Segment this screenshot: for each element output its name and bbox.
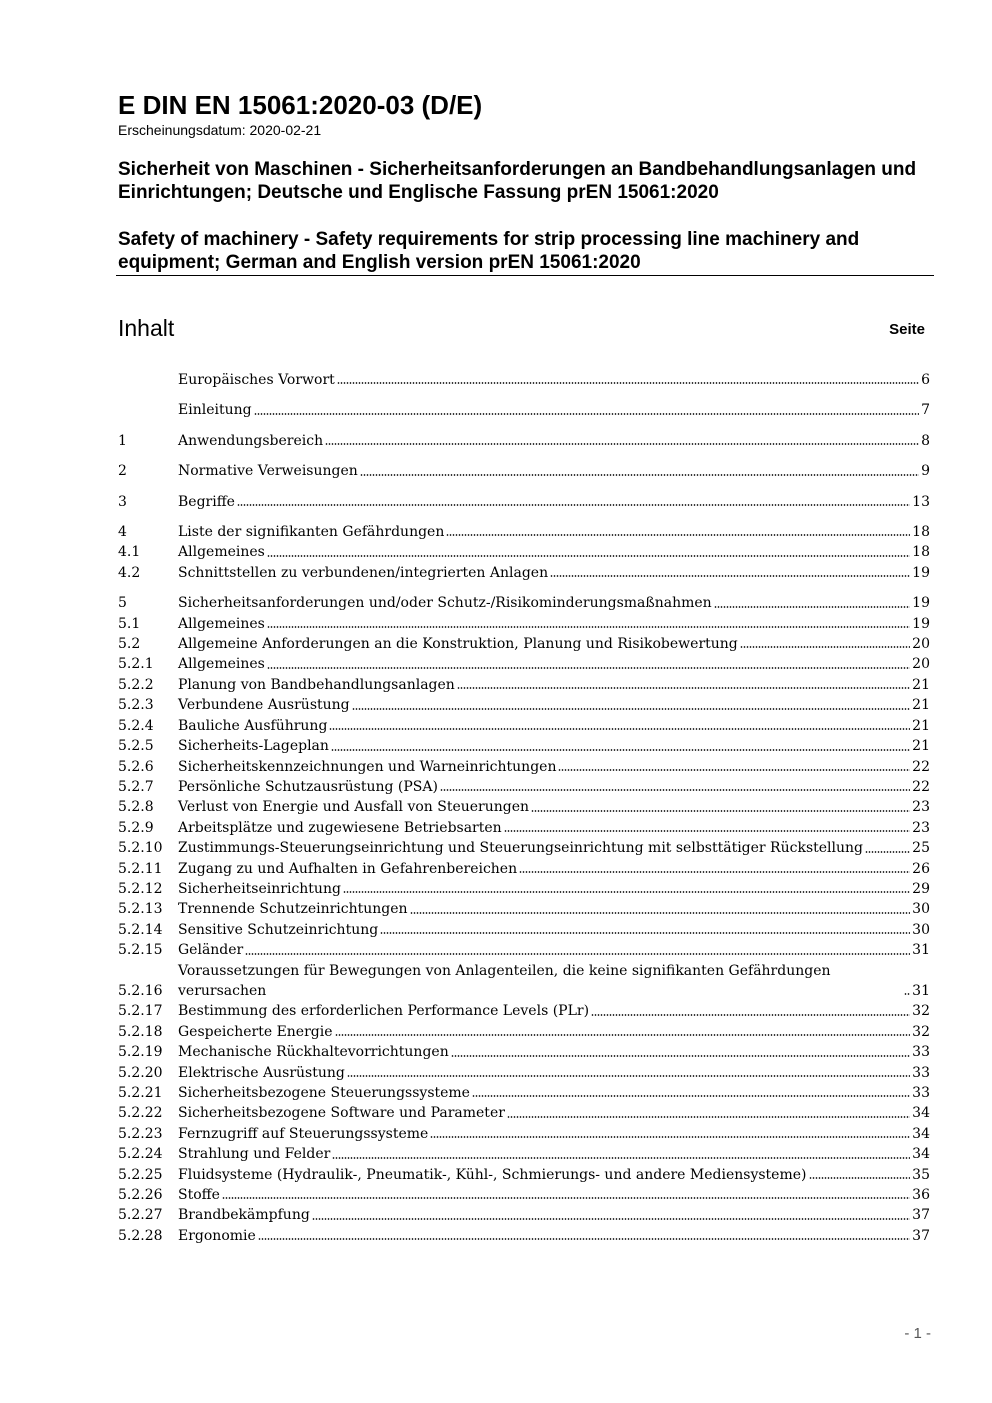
toc-entry-page: 9 [921,463,930,480]
dot-leader [380,931,910,935]
toc-entry-page: 26 [912,860,930,877]
toc-entry-number: 5.2 [118,636,141,653]
dot-leader [258,1237,910,1241]
toc-entry-number: 5.2.25 [118,1166,163,1183]
toc-entry-page: 23 [912,799,930,816]
toc-entry-title: Fluidsysteme (Hydraulik-, Pneumatik-, Kühl-, Schmierungs- und andere Mediensysteme) [178,1166,807,1183]
header-divider [116,275,934,276]
toc-entry-title: Ergonomie [178,1227,256,1244]
toc-entry-number: 5.2.6 [118,758,154,775]
dot-leader [591,1013,910,1017]
toc-entry-page: 34 [912,1125,930,1142]
toc-entry-number: 5.2.18 [118,1023,163,1040]
toc-entry[interactable] [118,654,930,674]
toc-entry-number: 5.2.28 [118,1227,163,1244]
dot-leader [245,952,910,956]
toc-entry-number: 5.2.16 [118,982,163,999]
toc-entry[interactable] [118,400,930,420]
toc-entry[interactable] [118,838,930,858]
toc-entry-page: 32 [912,1003,930,1020]
dot-leader [472,1094,910,1098]
toc-entry-title: Sicherheitsbezogene Software und Parameter [178,1105,505,1122]
toc-entry-number: 5.2.24 [118,1146,163,1163]
dot-leader [332,1156,910,1160]
toc-entry-title: Normative Verweisungen [178,463,358,480]
toc-entry-page: 19 [912,564,930,581]
toc-entry-number: 4.2 [118,564,141,581]
toc-entry-number: 5.2.13 [118,901,163,918]
toc-entry-title: Anwendungsbereich [178,432,324,449]
toc-entry-title: Einleitung [178,402,252,419]
dot-leader [325,442,919,446]
toc-entry[interactable] [118,1226,930,1246]
dot-leader [740,645,910,649]
toc-entry[interactable] [118,736,930,756]
toc-entry[interactable] [118,940,930,960]
toc-entry[interactable] [118,614,930,634]
toc-entry-page: 13 [912,493,930,510]
toc-entry-page: 20 [912,656,930,673]
toc-entry-page: 21 [912,738,930,755]
toc-entry[interactable] [118,1205,930,1225]
toc-entry-number: 5.2.23 [118,1125,163,1142]
toc-entry-page: 32 [912,1023,930,1040]
toc-entry-number: 5.2.2 [118,676,154,693]
toc-entry-title: Mechanische Rückhaltevorrichtungen [178,1044,449,1061]
toc-entry-title: Allgemeines [178,544,265,561]
toc-entry-number: 5.2.15 [118,942,163,959]
toc-entry-title: Geländer [178,942,244,959]
toc-entry-title: Verbundene Ausrüstung [178,697,350,714]
toc-entry-number: 5.2.14 [118,921,163,938]
toc-entry-title: Brandbekämpfung [178,1207,310,1224]
toc-entry-page: 31 [912,942,930,959]
toc-entry-title: Strahlung und Felder [178,1146,331,1163]
dot-leader [237,503,910,507]
dot-leader [430,1135,910,1139]
dot-leader [504,829,910,833]
toc-entry-title: Sicherheitskennzeichnungen und Warneinrichtungen [178,758,557,775]
document-title: E DIN EN 15061:2020-03 (D/E) [118,90,483,120]
toc-entry-number: 5.2.20 [118,1064,163,1081]
toc-entry-title: Schnittstellen zu verbundenen/integrierten Anlagen [178,564,549,581]
toc-entry[interactable] [118,1185,930,1205]
toc-entry[interactable] [118,431,930,451]
toc-entry[interactable] [118,1083,930,1103]
toc-entry[interactable] [118,920,930,940]
toc-entry-number: 2 [118,463,127,480]
toc-entry-number: 5.2.22 [118,1105,163,1122]
toc-entry-title: Zugang zu und Aufhalten in Gefahrenbereichen [178,860,518,877]
toc-entry-number: 5.2.4 [118,717,154,734]
dot-leader [451,1054,910,1058]
dot-leader [329,727,910,731]
toc-entry-number: 5.2.9 [118,819,154,836]
german-title: Sicherheit von Maschinen - Sicherheitsanforderungen an Bandbehandlungsanlagen und Einrichtungen; Deutsche und Englische Fassung prEN 15061:2020 [118,159,917,203]
toc-entry-number: 1 [118,432,127,449]
toc-entry-title: Fernzugriff auf Steuerungssysteme [178,1125,429,1142]
toc-entry-title: Sicherheitsbezogene Steuerungssysteme [178,1085,470,1101]
toc-entry[interactable] [118,777,930,797]
toc-entry[interactable] [118,1042,930,1062]
dot-leader [337,381,919,385]
dot-leader [267,625,910,629]
toc-entry-number: 5.2.11 [118,860,163,877]
toc-entry-title: Sensitive Schutzeinrichtung [178,921,379,938]
toc-entry[interactable] [118,675,930,695]
dot-leader [360,473,919,477]
toc-entry[interactable] [118,797,930,817]
dot-leader [519,870,910,874]
toc-entry-number: 3 [118,493,127,510]
toc-entry-page: 37 [912,1207,930,1224]
toc-entry-page: 33 [912,1064,930,1081]
toc-entry-page: 30 [912,901,930,918]
toc-entry-title: Liste der signifikanten Gefährdungen [178,524,445,541]
toc-entry-title: Persönliche Schutzausrüstung (PSA) [178,778,438,795]
toc-entry[interactable] [118,492,930,512]
toc-entry-page: 19 [912,595,930,612]
toc-entry-title: Verlust von Energie und Ausfall von Steuerungen [178,799,530,816]
publication-date: Erscheinungsdatum: 2020-02-21 [118,122,322,138]
toc-entry[interactable] [118,818,930,838]
toc-entry-page: 35 [912,1166,930,1183]
footer-page-number: - 1 - [904,1325,931,1342]
toc-entry[interactable] [118,542,930,562]
dot-leader [865,850,910,854]
dot-leader [254,412,920,416]
dot-leader [507,1115,910,1119]
dot-leader [410,911,911,915]
page-column-label: Seite [889,321,925,338]
toc-entry-page: 25 [912,840,930,857]
toc-entry-title: Allgemeines [178,615,265,632]
toc-entry-number: 5.2.12 [118,880,163,897]
toc-entry-number: 5.2.21 [118,1085,163,1101]
toc-entry-page: 21 [912,676,930,693]
toc-entry-title: Zustimmungs-Steuerungseinrichtung und Steuerungseinrichtung mit selbsttätiger Rückstellung [178,840,863,857]
toc-entry[interactable] [118,563,930,583]
dot-leader [267,554,910,558]
toc-entry-page: 31 [912,982,930,999]
toc-entry[interactable] [118,1022,930,1042]
toc-entry-number: 5.1 [118,615,141,632]
dot-leader [531,809,910,813]
toc-entry-page: 34 [912,1146,930,1163]
toc-entry-title: Voraussetzungen für Bewegungen von Anlagenteilen, die keine signifikanten Gefährdungen verursachen [178,962,831,999]
toc-entry-number: 5.2.26 [118,1187,163,1204]
dot-leader [550,574,910,578]
dot-leader [335,1033,911,1037]
toc-entry[interactable] [118,859,930,879]
toc-entry-number: 5.2.1 [118,656,154,673]
toc-entry[interactable] [118,695,930,715]
dot-leader [904,992,910,996]
dot-leader [312,1217,910,1221]
toc-entry-page: 19 [912,615,930,632]
dot-leader [457,686,910,690]
toc-entry-number: 5.2.10 [118,840,163,857]
toc-entry-title: Sicherheits-Lageplan [178,738,329,755]
toc-entry-page: 22 [912,778,930,795]
toc-entry-number: 5.2.27 [118,1207,163,1224]
english-title: Safety of machinery - Safety requirements for strip processing line machinery and equipment; German and English version prEN 15061:2020 [118,229,860,273]
contents-heading: Inhalt [118,315,175,341]
toc-entry-title: Arbeitsplätze und zugewiesene Betriebsarten [178,819,502,836]
toc-entry-title: Allgemeines [178,656,265,673]
toc-entry-title: Elektrische Ausrüstung [178,1064,345,1081]
toc-entry-number: 4 [118,524,127,541]
toc-entry-title: Europäisches Vorwort [178,372,335,388]
toc-entry-page: 6 [921,372,930,388]
toc-entry[interactable] [118,522,930,542]
toc-entry-number: 5.2.3 [118,697,154,714]
dot-leader [352,707,911,711]
toc-entry-title: Bauliche Ausführung [178,717,328,734]
toc-entry-title: Allgemeine Anforderungen an die Konstruktion, Planung und Risikobewertung [178,636,738,653]
toc-entry-number: 5.2.8 [118,799,154,816]
dot-leader [558,768,910,772]
toc-entry-page: 21 [912,697,930,714]
dot-leader [343,890,910,894]
toc-entry[interactable] [118,634,930,654]
toc-entry-page: 34 [912,1105,930,1122]
toc-entry-number: 5.2.19 [118,1044,163,1061]
toc-entry[interactable] [118,461,930,481]
dot-leader [347,1074,910,1078]
toc-entry-page: 7 [921,402,930,419]
toc-entry-number: 4.1 [118,544,141,561]
toc-entry-title: Begriffe [178,493,235,510]
toc-entry-page: 21 [912,717,930,734]
toc-entry-page: 20 [912,636,930,653]
dot-leader [331,748,910,752]
toc-entry-title: Planung von Bandbehandlungsanlagen [178,676,455,693]
toc-entry-page: 23 [912,819,930,836]
toc-entry-page: 30 [912,921,930,938]
toc-entry-title: Stoffe [178,1187,220,1204]
toc-entry-title: Trennende Schutzeinrichtungen [178,901,408,918]
toc-entry-title: Bestimmung des erforderlichen Performance Levels (PLr) [178,1003,590,1020]
toc-entry-page: 18 [912,544,930,561]
toc-entry[interactable] [118,899,930,919]
toc-entry-number: 5.2.17 [118,1003,163,1020]
toc-entry[interactable] [118,757,930,777]
toc-entry[interactable] [118,593,930,613]
toc-entry[interactable] [118,370,930,390]
toc-entry[interactable] [118,1103,930,1123]
toc-entry-page: 33 [912,1044,930,1061]
toc-entry-title: Sicherheitseinrichtung [178,880,341,897]
dot-leader [440,788,910,792]
toc-entry-number: 5 [118,595,127,612]
dot-leader [267,666,910,670]
toc-entry-page: 18 [912,524,930,541]
toc-entry-page: 36 [912,1187,930,1204]
toc-entry[interactable] [118,879,930,899]
dot-leader [446,533,910,537]
toc-entry-page: 37 [912,1227,930,1244]
toc-entry-number: 5.2.7 [118,778,154,795]
toc-entry[interactable] [118,961,930,1002]
toc-entry-title: Gespeicherte Energie [178,1023,333,1040]
table-of-contents [118,370,930,1246]
toc-entry[interactable] [118,1144,930,1164]
toc-entry-page: 33 [912,1085,930,1101]
toc-entry-page: 8 [921,432,930,449]
toc-entry[interactable] [118,1124,930,1144]
toc-entry[interactable] [118,716,930,736]
toc-entry-page: 29 [912,880,930,897]
toc-entry-page: 22 [912,758,930,775]
toc-entry-number: 5.2.5 [118,738,154,755]
toc-entry[interactable] [118,1165,930,1185]
dot-leader [222,1196,910,1200]
dot-leader [714,605,910,609]
toc-entry[interactable] [118,1001,930,1021]
dot-leader [809,1176,911,1180]
toc-entry[interactable] [118,1063,930,1083]
toc-entry-title: Sicherheitsanforderungen und/oder Schutz-/Risikominderungsmaßnahmen [178,595,712,612]
